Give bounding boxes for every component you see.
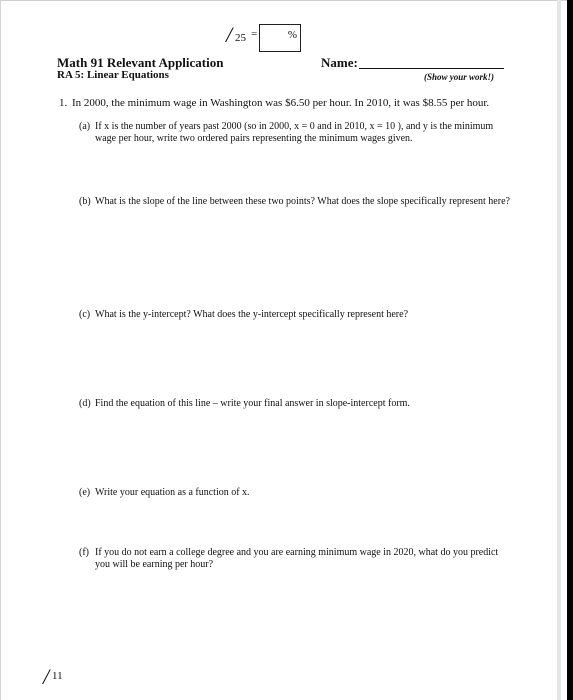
page-top-edge bbox=[0, 0, 573, 1]
part-text: Write your equation as a function of x. bbox=[95, 487, 250, 498]
show-work-note: (Show your work!) bbox=[424, 72, 495, 82]
percent-sign: % bbox=[287, 29, 297, 41]
part-text: What is the slope of the line between these two points? What does the slope specifically represent here? bbox=[95, 196, 510, 207]
part-label: (b) bbox=[79, 196, 91, 207]
footer-fraction-slash: / bbox=[43, 664, 50, 689]
score-fraction-slash: / bbox=[226, 22, 233, 47]
viewer-right-border bbox=[567, 0, 573, 700]
part-label: (a) bbox=[79, 121, 91, 132]
question-text: In 2000, the minimum wage in Washington was $6.50 per hour. In 2010, it was $8.55 per hour. bbox=[72, 97, 490, 109]
part-text: What is the y-intercept? What does the y-intercept specifically represent here? bbox=[95, 309, 409, 320]
part-label: (d) bbox=[79, 398, 91, 409]
page-left-edge bbox=[0, 0, 1, 700]
question-number: 1. bbox=[59, 97, 68, 109]
part-text: If x is the number of years past 2000 (so in 2000, x = 0 and in 2010, x = 10 ), and y is the minimum wage per hour, write two ordered pairs representing the minimum wages given. bbox=[95, 121, 494, 144]
score-total: 25 bbox=[235, 32, 246, 44]
score-equals: = bbox=[251, 28, 258, 40]
name-field-line[interactable] bbox=[359, 68, 504, 69]
name-label: Name: bbox=[321, 55, 358, 70]
part-label: (c) bbox=[79, 309, 91, 320]
part-text: If you do not earn a college degree and you are earning minimum wage in 2020, what do you predict you will be earning per hour? bbox=[95, 547, 499, 570]
percent-box[interactable] bbox=[259, 24, 301, 52]
assignment-subtitle: RA 5: Linear Equations bbox=[57, 69, 169, 81]
part-label: (f) bbox=[79, 547, 89, 558]
footer-total: 11 bbox=[52, 670, 63, 682]
part-text: Find the equation of this line – write your final answer in slope-intercept form. bbox=[95, 398, 410, 409]
part-label: (e) bbox=[79, 487, 91, 498]
course-title: Math 91 Relevant Application bbox=[57, 55, 224, 70]
